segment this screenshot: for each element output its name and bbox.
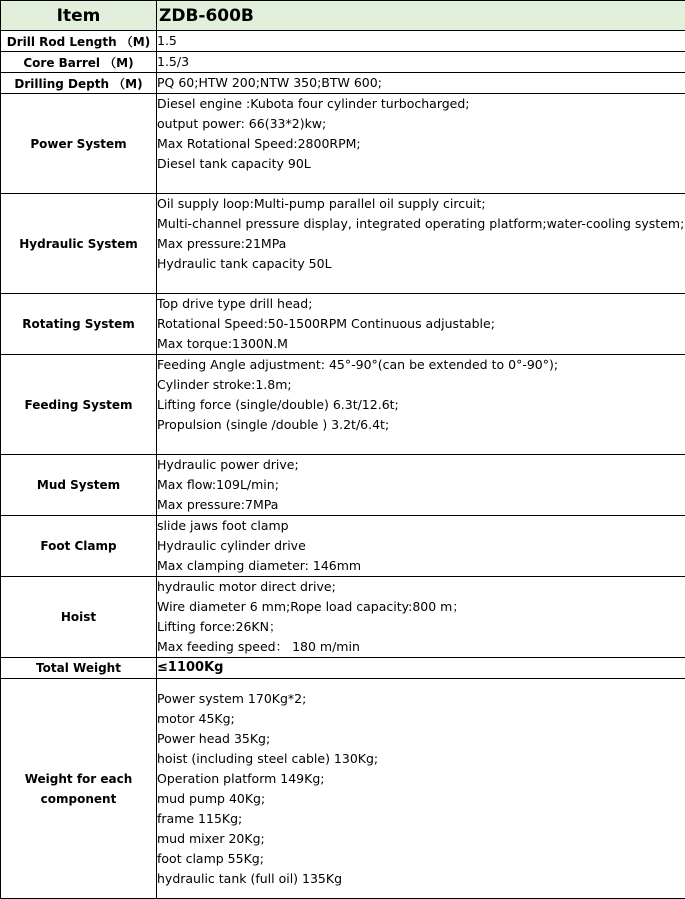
table-row (1, 194, 685, 294)
value-line: hoist (including steel cable) 130Kg; (157, 749, 685, 769)
row-label: Power System (1, 94, 157, 194)
value-line: Hydraulic tank capacity 50L (157, 254, 685, 274)
value-line: slide jaws foot clamp (157, 516, 685, 536)
value-line: Top drive type drill head; (157, 294, 685, 314)
table-row (1, 73, 685, 94)
value-line: Max pressure:7MPa (157, 495, 685, 515)
row-label: Core Barrel （M) (1, 52, 157, 73)
value-line: Max flow:109L/min; (157, 475, 685, 495)
row-label: Mud System (1, 455, 157, 516)
value-line: foot clamp 55Kg; (157, 849, 685, 869)
value-line: Wire diameter 6 mm;Rope load capacity:800 m； (157, 597, 685, 617)
value-line: Max feeding speed： 180 m/min (157, 637, 685, 657)
total-weight-value: ≤1100Kg (157, 658, 685, 678)
row-value (157, 94, 685, 194)
value-line: Operation platform 149Kg; (157, 769, 685, 789)
table-row (1, 577, 685, 658)
value-line: Max clamping diameter: 146mm (157, 556, 685, 576)
row-value (157, 516, 685, 577)
row-value (157, 73, 685, 94)
value-line: Oil supply loop:Multi-pump parallel oil supply circuit; (157, 194, 685, 214)
row-value (157, 455, 685, 516)
value-line: frame 115Kg; (157, 809, 685, 829)
value-line: Max pressure:21MPa (157, 234, 685, 254)
value-line: output power: 66(33*2)kw; (157, 114, 685, 134)
value-line: Lifting force (single/double) 6.3t/12.6t; (157, 395, 685, 415)
row-value (157, 658, 685, 679)
row-value (157, 679, 685, 899)
value-line: Hydraulic power drive; (157, 455, 685, 475)
value-line: PQ 60;HTW 200;NTW 350;BTW 600; (157, 73, 685, 93)
table-row (1, 455, 685, 516)
row-label: Hoist (1, 577, 157, 658)
value-line: hydraulic motor direct drive; (157, 577, 685, 597)
row-value (157, 294, 685, 355)
row-label: Foot Clamp (1, 516, 157, 577)
row-label: Drill Rod Length （M) (1, 31, 157, 52)
value-line: hydraulic tank (full oil) 135Kg (157, 869, 685, 889)
table-row (1, 294, 685, 355)
table-row (1, 658, 685, 679)
row-label: Feeding System (1, 355, 157, 455)
table-row (1, 94, 685, 194)
value-line: mud pump 40Kg; (157, 789, 685, 809)
row-label-text: Weight for each component (1, 769, 156, 809)
value-line: motor 45Kg; (157, 709, 685, 729)
value-line: 1.5 (157, 31, 685, 51)
value-line: Diesel tank capacity 90L (157, 154, 685, 174)
value-line: Max torque:1300N.M (157, 334, 685, 354)
value-line: Power head 35Kg; (157, 729, 685, 749)
header-row (1, 1, 685, 31)
value-line: Feeding Angle adjustment: 45°-90°(can be extended to 0°-90°); (157, 355, 685, 375)
row-label: Hydraulic System (1, 194, 157, 294)
value-line: Multi-channel pressure display, integrated operating platform;water-cooling system; (157, 214, 685, 234)
row-value (157, 355, 685, 455)
row-value (157, 194, 685, 294)
table-row (1, 52, 685, 73)
row-label: Drilling Depth （M) (1, 73, 157, 94)
row-value (157, 52, 685, 73)
value-line: Max Rotational Speed:2800RPM; (157, 134, 685, 154)
value-line: Diesel engine :Kubota four cylinder turbocharged; (157, 94, 685, 114)
row-label: Total Weight (1, 658, 157, 679)
value-line: 1.5/3 (157, 52, 685, 72)
model-header: ZDB-600B (157, 1, 685, 31)
table-row (1, 355, 685, 455)
table-row (1, 679, 685, 899)
row-label: Rotating System (1, 294, 157, 355)
value-line: Power system 170Kg*2; (157, 689, 685, 709)
value-line: Propulsion (single /double ) 3.2t/6.4t; (157, 415, 685, 435)
table-row (1, 31, 685, 52)
value-line: Lifting force:26KN； (157, 617, 685, 637)
row-label (1, 679, 157, 899)
value-line: Hydraulic cylinder drive (157, 536, 685, 556)
table-row (1, 516, 685, 577)
value-line: mud mixer 20Kg; (157, 829, 685, 849)
item-header: Item (1, 1, 157, 31)
value-line: Rotational Speed:50-1500RPM Continuous adjustable; (157, 314, 685, 334)
value-line: Cylinder stroke:1.8m; (157, 375, 685, 395)
row-value (157, 577, 685, 658)
row-value (157, 31, 685, 52)
